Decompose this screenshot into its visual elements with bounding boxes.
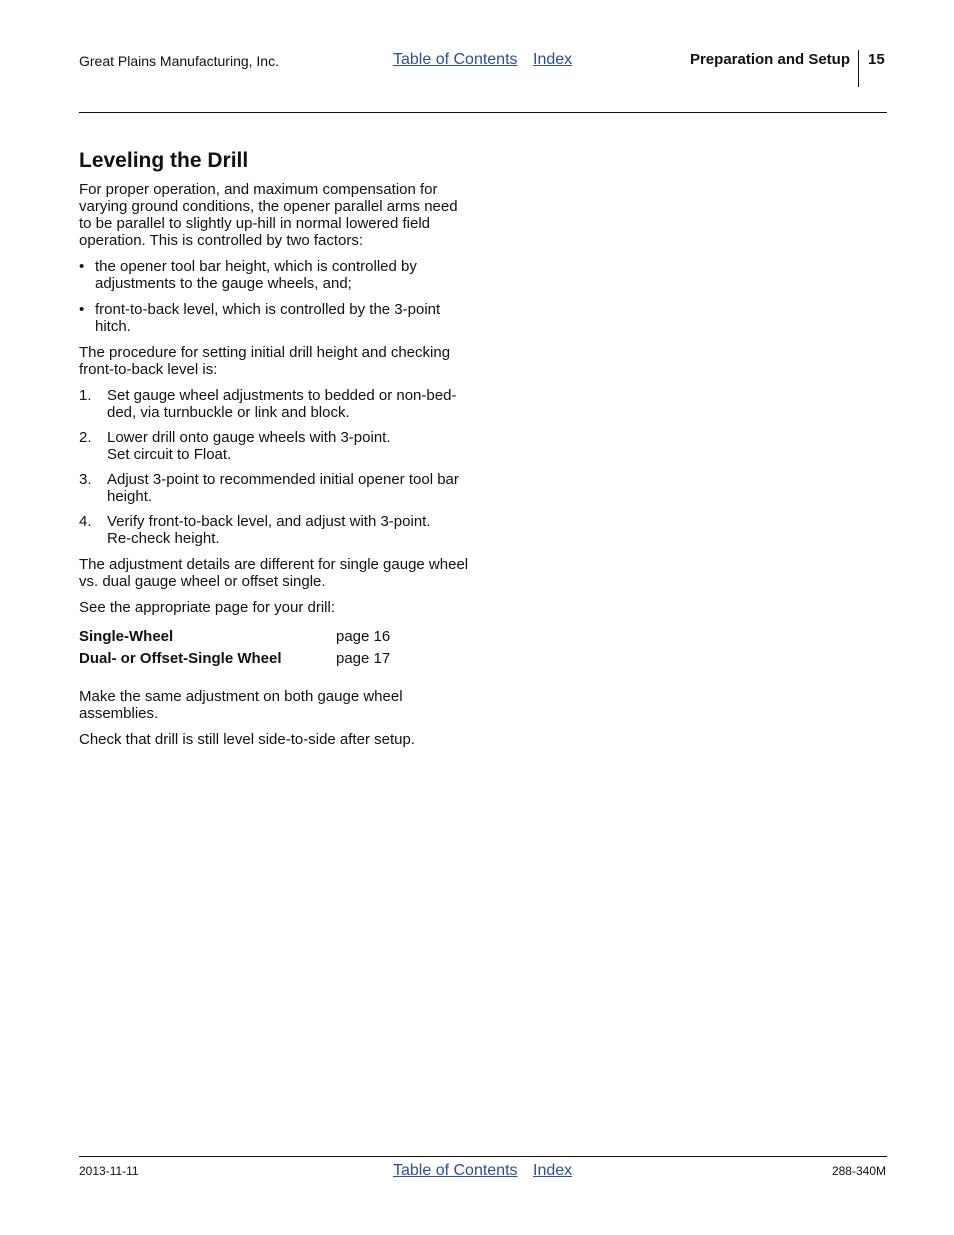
step-text: Set gauge wheel adjustments to bedded or non-bed-ded, via turnbuckle or link and block.: [107, 387, 457, 421]
header-section-title: Preparation and Setup: [689, 51, 850, 68]
factor-list: [79, 258, 474, 335]
footer-table-of-contents-link[interactable]: Table of Contents: [393, 1162, 518, 1179]
same-adjustment-note: Make the same adjustment on both gauge wheel assemblies.: [79, 688, 403, 722]
step-number: 2.: [79, 429, 92, 446]
list-item: • front-to-back level, which is controlled by the 3-point hitch.: [79, 301, 474, 335]
reference-page: page 16: [336, 627, 391, 645]
step-text: Verify front-to-back level, and adjust with 3-point.: [107, 513, 431, 530]
header-rule: [79, 112, 887, 113]
see-page-note: See the appropriate page for your drill:: [79, 599, 335, 616]
procedure-intro: The procedure for setting initial drill height and checking front-to-back level is:: [79, 344, 451, 378]
header-divider: [858, 50, 859, 87]
reference-label: Single-Wheel: [79, 627, 174, 645]
step-text-line2: Set circuit to Float.: [107, 446, 232, 463]
page-title: Leveling the Drill: [79, 149, 249, 172]
step-text-line2: Re-check height.: [107, 530, 220, 547]
main-content: [79, 148, 474, 757]
header-table-of-contents-link[interactable]: Table of Contents: [393, 51, 518, 68]
reference-label: Dual- or Offset-Single Wheel: [79, 649, 282, 667]
header-company-name: Great Plains Manufacturing, Inc.: [79, 53, 279, 69]
footer-rule: [79, 1156, 887, 1157]
page-number: 15: [868, 51, 885, 68]
step-number: 3.: [79, 471, 92, 488]
intro-paragraph: For proper operation, and maximum compensation for varying ground conditions, the opener parallel arms need to be parallel to slightly up-hill in normal lowered field operation. This is controlled by two factors:: [79, 181, 458, 249]
step-number: 1.: [79, 387, 92, 404]
procedure-steps: [79, 387, 474, 547]
reference-page: page 17: [336, 649, 391, 667]
step-item: [79, 387, 474, 421]
list-item: • the opener tool bar height, which is controlled by adjustments to the gauge wheels, and;: [79, 258, 474, 292]
footer-document-number: 288-340M: [831, 1164, 886, 1178]
step-number: 4.: [79, 513, 92, 530]
table-row: [79, 647, 474, 669]
step-item: [79, 429, 474, 463]
footer-date: 2013-11-11: [79, 1164, 139, 1178]
step-text: Adjust 3-point to recommended initial opener tool bar height.: [107, 471, 459, 505]
check-level-note: Check that drill is still level side-to-side after setup.: [79, 731, 415, 748]
footer-index-link[interactable]: Index: [533, 1162, 573, 1179]
step-item: [79, 471, 474, 505]
table-row: [79, 625, 474, 647]
step-text: Lower drill onto gauge wheels with 3-point.: [107, 429, 391, 446]
page-reference-table: [79, 625, 474, 669]
header-index-link[interactable]: Index: [533, 51, 573, 68]
step-item: [79, 513, 474, 547]
adjustment-note: The adjustment details are different for single gauge wheel vs. dual gauge wheel or offset single.: [79, 556, 469, 590]
